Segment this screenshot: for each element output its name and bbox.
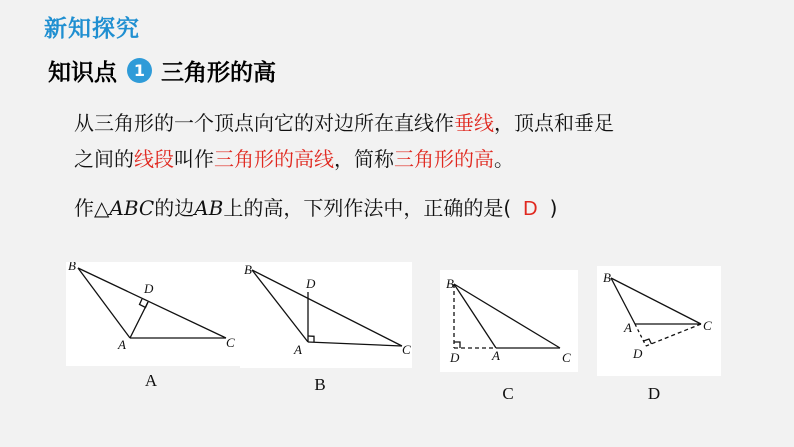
- definition-keyword: 垂线: [454, 111, 494, 135]
- slide-title: 新知探究: [44, 16, 140, 42]
- question-triangle-name: ABC: [109, 196, 155, 220]
- figure-a: [66, 262, 242, 366]
- figure-d: [597, 266, 721, 376]
- definition-keyword: 线段: [134, 147, 174, 171]
- vertex-c-label: C: [562, 350, 571, 365]
- knowledge-point-number-badge: 1: [127, 58, 152, 83]
- vertex-a-label: A: [118, 337, 126, 352]
- figure-c-diagram: [440, 270, 578, 372]
- definition-line-1: [74, 105, 734, 141]
- definition-text: 之间的: [74, 147, 134, 171]
- figure-b: [240, 262, 412, 368]
- point-d-label: D: [144, 281, 154, 296]
- figure-c-caption: C: [502, 384, 514, 403]
- definition-line-2: [74, 141, 734, 177]
- knowledge-point-name: 三角形的高: [161, 60, 276, 86]
- knowledge-point-prefix: 知识点: [48, 60, 117, 86]
- question-segment: 作△: [74, 196, 110, 220]
- figure-b-caption: B: [314, 375, 326, 394]
- figure-d-caption: D: [647, 384, 661, 403]
- vertex-c-label: C: [226, 335, 235, 350]
- definition-paragraph: [74, 105, 734, 177]
- vertex-c-label: C: [402, 342, 411, 357]
- question-segment: 上的高，下列作法中，正确的是(: [223, 196, 512, 220]
- figure-a-diagram: [66, 262, 242, 366]
- question-segment: ): [549, 196, 558, 220]
- question-side-name: AB: [194, 196, 224, 220]
- question-answer: D: [523, 198, 538, 220]
- vertex-a-label: A: [294, 342, 302, 357]
- definition-text: ，简称: [334, 147, 394, 171]
- vertex-b-label: B: [68, 262, 76, 273]
- question-segment: 的边: [154, 196, 195, 220]
- question-text: [74, 192, 557, 221]
- vertex-b-label: B: [244, 262, 252, 277]
- definition-text: 从三角形的一个顶点向它的对边所在直线作: [74, 111, 454, 135]
- point-d-label: D: [633, 346, 643, 361]
- vertex-b-label: B: [446, 276, 454, 291]
- knowledge-point-heading: [48, 54, 276, 87]
- definition-text: ，顶点和垂足: [494, 111, 614, 135]
- figure-d-diagram: [597, 266, 721, 376]
- definition-keyword: 三角形的高: [394, 147, 494, 171]
- vertex-c-label: C: [703, 318, 712, 333]
- definition-text: 。: [494, 147, 514, 171]
- point-d-label: D: [450, 350, 460, 365]
- point-d-label: D: [306, 276, 316, 291]
- definition-text: 叫作: [174, 147, 214, 171]
- figure-a-caption: A: [144, 371, 158, 390]
- vertex-a-label: A: [492, 348, 500, 363]
- figure-b-diagram: [240, 262, 412, 368]
- vertex-b-label: B: [603, 270, 611, 285]
- vertex-a-label: A: [624, 320, 632, 335]
- figure-c: [440, 270, 578, 372]
- definition-keyword: 三角形的高线: [214, 147, 334, 171]
